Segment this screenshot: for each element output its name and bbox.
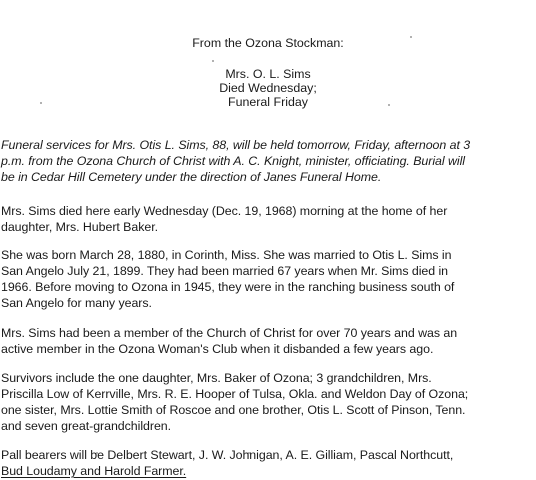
birth-line: San Angelo July 21, 1899. They had been married 67 years when Mr. Sims died in [1, 264, 449, 278]
services-line: p.m. from the Ozona Church of Christ with A. C. Knight, minister, officiating. Burial will [1, 154, 465, 168]
deceased-name: Mrs. O. L. Sims [225, 67, 311, 81]
birth-line: San Angelo for many years. [1, 296, 152, 310]
survivors-line: Survivors include the one daughter, Mrs. Baker of Ozona; 3 grandchildren, Mrs. [1, 371, 432, 385]
services-paragraph [1, 137, 470, 185]
membership-line: active member in the Ozona Woman's Club when it disbanded a few years ago. [1, 342, 434, 356]
scan-speck [212, 60, 214, 62]
survivors-paragraph [1, 370, 468, 434]
death-line: daughter, Mrs. Hubert Baker. [1, 220, 159, 234]
pallbearers-line: Bud Loudamy and Harold Farmer. [1, 464, 187, 478]
survivors-line: and seven great-grandchildren. [1, 419, 172, 433]
birth-line: She was born March 28, 1880, in Corinth, Miss. She was married to Otis L. Sims in [1, 248, 452, 262]
services-line: be in Cedar Hill Cemetery under the direction of Janes Funeral Home. [1, 170, 382, 184]
source-line: From the Ozona Stockman: [192, 36, 344, 50]
pallbearers-line: Pall bearers will be Delbert Stewart, J. W. Johnigan, A. E. Gilliam, Pascal Northcutt, [1, 448, 454, 462]
death-day: Died Wednesday; [219, 81, 317, 95]
funeral-day: Funeral Friday [228, 95, 308, 109]
membership-paragraph [1, 325, 457, 357]
survivors-line: one sister, Mrs. Lottie Smith of Roscoe and one brother, Otis L. Scott of Pinson, Tenn. [1, 403, 466, 417]
death-line: Mrs. Sims died here early Wednesday (Dec. 19, 1968) morning at the home of her [1, 204, 448, 218]
death-paragraph [1, 203, 447, 235]
services-line: Funeral services for Mrs. Otis L. Sims, 88, will be held tomorrow, Friday, afternoon at 3 [1, 138, 471, 152]
birth-line: 1966. Before moving to Ozona in 1945, they were in the ranching business south of [1, 280, 455, 294]
birth-paragraph [1, 247, 454, 311]
survivors-line: Priscilla Low of Kerrville, Mrs. R. E. Hooper of Tulsa, Okla. and Weldon Day of Ozona; [1, 387, 469, 401]
pallbearers-paragraph [1, 447, 453, 479]
membership-line: Mrs. Sims had been a member of the Church of Christ for over 70 years and was an [1, 326, 458, 340]
